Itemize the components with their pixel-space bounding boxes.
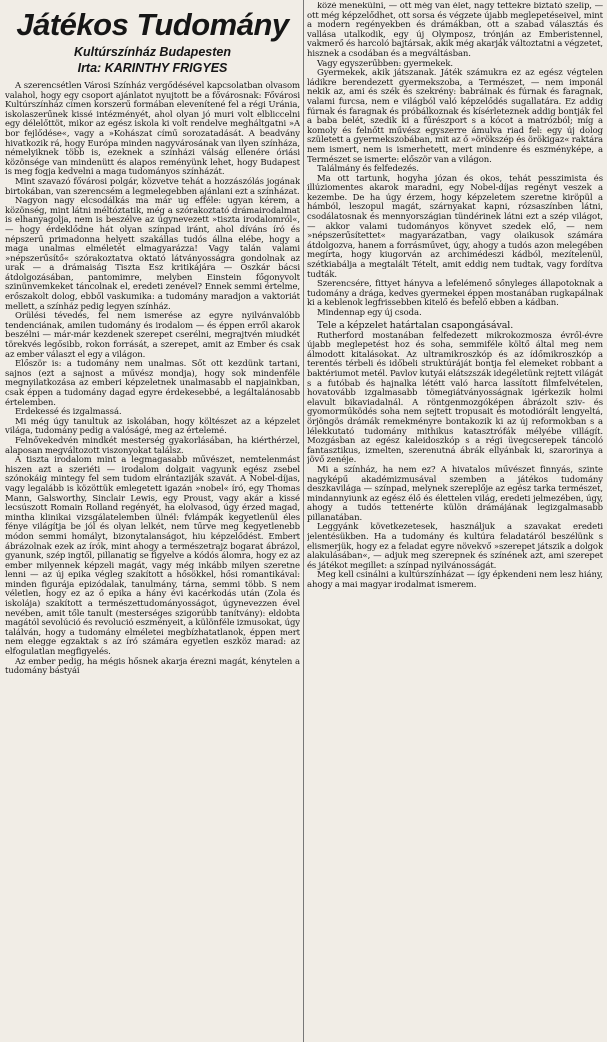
- paragraph: Erdekessé és izgalmassá.: [15, 407, 122, 418]
- paragraph: A szerencsétlen Városi Színház vergődésével kapcsolatban olvasom valahol, hogy egy csoport ajánlatot nyujtott be a fővárosnak: Fővárosi Kultúrszínház címen korszerű formában elevenítené fel a régi Uránia, iskolaszerűnek kissé intézményét, ahol olyan jó muri volt elbliccelni egy délelőttöt, mikor az egész iskola ki volt rendelve megháltgatni »A bor fejlődése«, vagy a »Kohászat című sorozatadását. A beadvány hivatkozik rá, hogy Európa minden nagyvárosának van ilyen színháza, némelyiknek több is, ezeknek a színházi válság ellenére óriási közönsége van mindenütt és alapos reményünk lehet, hogy Budapest is meg fogja kedvelni a maga tudományos színházát.: [5, 81, 300, 178]
- right-column: [307, 2, 603, 1042]
- left-column: [5, 2, 300, 1042]
- article-subtitle: Kultúrszínház Budapesten: [74, 45, 231, 59]
- paragraph: Nagyon nagy elcsodálkás ma már ug efféle: ugyan kérem, a közönség, mint látni méltóztatik, még a szórakoztató drámairodalmat is elhanyagolja, nem is beszélve az úgynevezett »tiszta irodalomról«, — hogy érdeklődne hát olyan színpad iránt, ahol díváns író és népszerű primadonna helyett szakállas tudós állna elébe, hogy a maga unalmas elméletét elmagyarázza! Vagy talán valami »népszerűsítő« szórakoztatva oktató látványosságra gondolnak az urak — a drámaiság Tiszta Esz kritikájára — Oszkár bácsi átdolgozásában, pantomimre, melyben Einstein főgonyvolt szinünvemkeket táncolnak el, eredeti zenével? Ennek semmi értelme, erőszakolt dolog, ebből vaskumika: a tudomány maradjon a vaktoriát mellett, a színház pedig legyen színház.: [5, 196, 300, 312]
- paragraph: A tiszta irodalom mint a legmagasabb művészet, nemtelenmást hiszen azt a szeriéti — irodalom dolgait vagyunk egész zsebel szónokáig mintegy fel sem tudom elrántaziják szavát. A Nobel-díjas, vagy legalább is közöttük emlegetett igazán »nobel« író, egy Thomas Mann, Galsworthy, Sinclair Lewis, egy Proust, vagy akár a kissé lecsúszott Romain Rolland regényét, ha elolvasod, úgy érzed magad, mintha klinikai vizsgálatelemben ülnél: fvlámpák kegyetlenül éles fénye világítja be jól és olyan lelkét, nem tűrve meg kegyetlenebb módon semmi homályt, bizonytalanságot, hiu képzelődést. Embert ábrázolnak ezek az írók, mint ahogy a természetrajz bogarat ábrázol, gyanunk, szép ingtől, pillanatig se figyelve a kódós álomra, hogy ez az ember milyennek képzeli magát, vagy még inkább milyen szeretne lenni — az új epika végleg szakított a hősökkel, hősi romantikával: minden figurája epizódalak, tanulmány, tárna, semmi több. S nem véletlen, hogy ez az ő epika a hány évi kacérkodás után (Zola és iskolája) szakított a természettudományosságot, úgynevezzen ével nevében, amit tőle tanult (mesterséges szigorúbb tanítvány): eldobta magától sevolúció és revolució eszményeit, a különféle izmusokat, úgy találván, hogy a tudomány elméletei megbízhatatlanok, éppen mert nem elegge egzaktak s az író számára egyetlen eszköz marad: az elfogulatlan megfigyelés.: [5, 455, 300, 658]
- paragraph: Mindennap egy új csoda.: [317, 308, 422, 318]
- paragraph: Mi még úgy tanultuk az iskolában, hogy költészet az a képzelet világa, tudomány pedig a valóságé, meg az értelemé.: [5, 416, 300, 437]
- paragraph: közé menekülni, — ott még van élet, nagy tettekre biztató szelíp, — ott még képzelődhet, ott sorsa és végzete újabb meglepetéseivel, mint a modern regényekben és drámákban, ott a szabad választás és vallása utalkodik, egy új Olymposz, trónján az Emberistennel, vakmerő és harcoló bajtársak, akik még akarják változtatni a végzetet, hisznek a csodában és a megváltásban.: [307, 2, 603, 59]
- right-column-body: [307, 2, 603, 591]
- paragraph: Felnővekedvén mindkét mesterség gyakorlásában, ha kiérthérzel, alaposan megváltozott viszonyokat találsz.: [5, 435, 300, 456]
- paragraph: Gyermekek, akik játszanak. Játék számukra ez az egész végtelen ládikre berendezett gyermekszoba, a Természet, — nem imponál nekik az, ami és szék és szekrény: babráinak és fúrnak és faragnak, valami furcsa, nem e világból való képzelődés sugallatára. Ez addig fúrnak és faragnak és próbálkoznak és kísérleteznek addig bontják fel a baba belét, szedik ki a fűrészport s a kócot a matrózból; míg a komoly és felnőtt művész egyszerre ámulva riad fel: egy új dolog született a gyermekszobában, mit az ő »örökszép és örökigaz« raktára nem ismert, nem is ismerhetett, mert mindenre és eszményképe, a Természet se ismerte: először van a világon.: [307, 68, 603, 165]
- article-author: Irta: KARINTHY FRIGYES: [77, 61, 228, 75]
- paragraph: Rutherford mostanában felfedezett mikrokozmosza évről-évre újabb meglepetést hoz és soha, semmiféle költő által meg nem álmodott kitalásokat. Az ultramikroszkóp és az ídőmikroszkóp a terentés térbeli és időbeli struktúráját bontja fel elemeket robbant a baktériumot metél. Pavlov kutyái elátszszák idegéletünk rejtett világát s a futóbab és hajnalka lététt való harca lassított filmfelvételen, hovatovább izgalmasabb tömegiátványosságnak igérkezik holmi elavult bikaviadalnál. A röntgenmozgóképen ábrázolt sziv- és gyomorműködés soha nem sejtett tropusait és motodiórált lengyeltá, örjöngös drámák remekményre bontakozik ki az új reformokban s a lélekkutató tudomány mithikus katasztrófák mélyébe villágít. Mozgásban az egész kaleidoszkóp s a régi üvegcserepek táncoló fantasztikus, izmelten, szerenutná ábrák ellyánbak ki, szarorinya a jövő zenéje.: [307, 330, 603, 466]
- paragraph: Vagy egyszerűbben: gyermekek.: [317, 58, 453, 69]
- paragraph: Először is: a tudomány nem unalmas. Sőt ott kezdünk tartani, sajnos (ezt a sajnost a művész mondja), hogy sok mindenféle megnyilatkozása az emberi képzeletnek unalmasabb el napjainkban, csak éppen a tudomány dagad egyre érdekesebbé, a legáltalánosabb értelemben.: [5, 359, 300, 408]
- paragraph: Mint szavazó fővárosi polgár, közvetve tehát a hozzászólás jogának birtokában, van szerencsém a legmelegebben ajánlani ezt a színházat.: [5, 176, 300, 197]
- paragraph: Meg kell csinálni a kultúrszínházat — így épkendeni nem lesz hiány, ahogy a mai magyar irodalmat ismerem.: [307, 570, 603, 591]
- paragraph: Mi a színház, ha nem ez? A hivatalos művészet finnyás, szinte nagyképű akadémizmusával szemben a játékos tudomány deszkavilága — színpad, melynek szereplője az egész tarka természet, mindannyiunk az egész élő és élettelen világ, eredeti jelmezében, úgy, ahogy a tudós tettenérte külön drámájának legizgalmasabb pillanatában.: [307, 464, 603, 523]
- section-heading: Tele a képzelet határtalan csapongásával.: [317, 319, 514, 331]
- paragraph: Leggyánk következetesek, használjuk a szavakat eredeti jelentésükben. Ha a tudomány és kultúra feladatáról beszélünk s elismerjük, hogy ez a feladat egyre növekvő »szerepet játszik a dolgok alakulásában«, — adjuk meg szerepnek és színének azt, ami szerepet és játékot megillet: a színpad nyilvánosságát.: [307, 522, 603, 571]
- paragraph: Orülési tévedés, fel nem ismerése az egyre nyilvánvalóbb tendenciának, amilen tudomány és irodalom — és éppen erről akarok beszélni — már-már kezdenek szerepet cserélni, megrajtvén miudkét törekvés legősibb, rokon forrását, a szerepet, amit az Ember és csak az ember választ el egy a világon.: [5, 311, 300, 360]
- paragraph: Találmány és felfedezés.: [317, 164, 419, 175]
- paragraph: Ma ott tartunk, hogyha józan és okos, tehát pesszimista és illúziomentes akarok maradni, egy Nobel-díjas regényt veszek a kezembe. De ha úgy érzem, hogy képzeletem szeretne kiröpül a hámból, leszopul magát, szárnyakat kapni, rózsaszínben látni, csodálatosnak és mennyországian tündérinek látni ezt a szép világot, — akkor valami tudományos könyvet szedek elő, — nem »népszerűsítettet« magyarázatban, vagy olaikusok számára átdolgozva, hanem a forrásművet, úgy, ahogy a tudós azon melegében megírta, hogy kiugorván az archimédeszi kádból, mezítelenül, szétkiabálja a megtalált Tételt, amit eddig nem tudtak, vagy fordítva tudták.: [307, 173, 603, 280]
- column-divider: [303, 0, 304, 1042]
- article-title: Játékos Tudomány: [16, 7, 289, 42]
- paragraph: Az ember pedig, ha mégis hősnek akarja érezni magát, kénytelen a tudomány bástyái: [5, 656, 300, 677]
- left-column-body: [5, 82, 300, 677]
- paragraph: Szerencsére, fittyet hányva a lefelémenő sőnyleges állapotoknak a tudomány a drága, kedves gyermekei éppen mostanában rugkapálnak ki a keblenok legfrissebben kitelő és befelő ebben a kádban.: [307, 279, 603, 309]
